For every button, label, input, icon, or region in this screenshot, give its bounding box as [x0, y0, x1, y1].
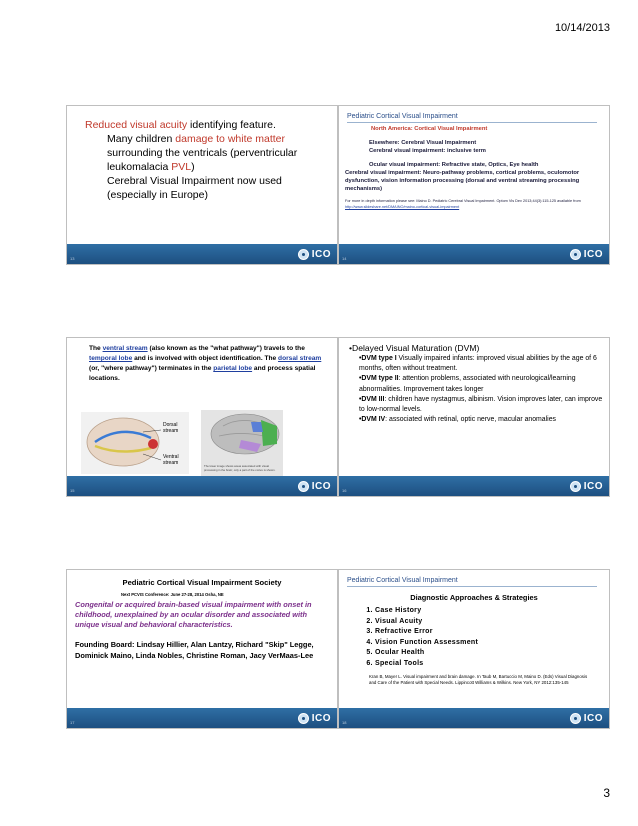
slide-footer	[67, 708, 337, 728]
ventral-stream-label: Ventral stream	[163, 454, 179, 466]
dorsal-stream-label: Dorsal stream	[163, 422, 179, 434]
ventral-stream-link[interactable]: ventral stream	[102, 345, 148, 352]
ico-logo: ICO	[570, 247, 603, 261]
slide-17-founding-board: Founding Board: Lindsay Hillier, Alan Lantzy, Richard "Skip" Legge, Dominick Maino, Linda Nobles, Christine Roman, Jacy VerMaas-Lee	[75, 640, 314, 660]
brain-areas-image	[201, 410, 283, 476]
slide-14-line-1: North America: Cortical Visual Impairment	[371, 126, 488, 132]
parietal-lobe-link[interactable]: parietal lobe	[213, 365, 253, 372]
ico-logo-icon	[298, 713, 309, 724]
slide-14-body	[339, 123, 609, 210]
ico-logo: ICO	[570, 711, 603, 725]
list-item: 5. Ocular Health	[375, 648, 609, 659]
slide-number: 16	[342, 488, 347, 493]
slide-13-para-1: Reduced visual acuity identifying feature.	[85, 119, 276, 131]
slide-14-line-2: Elsewhere: Cerebral Visual Impairment	[369, 140, 477, 146]
slide-17-conference: Next PCVIS Conference: June 27-28, 2014 Osha, NE	[121, 592, 224, 597]
temporal-lobe-link[interactable]: temporal lobe	[89, 355, 133, 362]
slide-14-line-3: Cerebral visual impairment: inclusive term	[369, 148, 486, 154]
page-date: 10/14/2013	[554, 22, 610, 34]
slide-17-title: Pediatric Cortical Visual Impairment Society	[122, 578, 282, 587]
list-item: 2. Visual Acuity	[375, 617, 609, 628]
slide-13-para-3: Cerebral Visual Impairment now used (especially in Europe)	[107, 175, 282, 201]
slide-number: 14	[342, 256, 347, 261]
list-item: 4. Vision Function Assessment	[375, 638, 609, 649]
ico-logo: ICO	[298, 711, 331, 725]
ico-logo-icon	[298, 249, 309, 260]
list-item: 3. Refractive Error	[375, 627, 609, 638]
slide-18-reference: Kran B, Mayer L. Visual impairment and brain damage. In Taub M, Bartuccio M, Maino D. (Eds) Visual Diagnosis and Care of the Patient with Special Needs. Lippincott Williams & Wilkins. New York, NY 2012:135-145	[369, 674, 588, 685]
slide-13-para-2: Many children damage to white matter surrounding the ventricals (perventricular leukomalacia PVL)	[107, 133, 298, 173]
page-number: 3	[603, 786, 610, 800]
slide-number: 17	[70, 720, 75, 725]
reference-link[interactable]: http://www.slideshare.net/DMAINO/maino-cortical-visual-impairment	[345, 205, 460, 209]
ico-logo-icon	[570, 249, 581, 260]
dvm-type-2: •DVM type II: attention problems, associated with neurological/learning abnormalities. Improvement takes longer	[359, 375, 576, 393]
slide-footer	[339, 708, 609, 728]
slide-16-title: •Delayed Visual Maturation (DVM)	[349, 343, 480, 353]
slide-number: 18	[342, 720, 347, 725]
slide-16-body	[339, 338, 609, 425]
diagnostic-strategies-list	[355, 606, 609, 669]
slide-14-line-5: Cerebral visual impairment: Neuro-pathway problems, cortical problems, oculomotor dysfunction, vision information processing (dorsal and ventral streaming processing mechanisms)	[345, 170, 580, 192]
slide-13-body	[67, 106, 337, 202]
slide-14-line-4: Ocular visual impairment: Refractive state, Optics, Eye health	[369, 162, 539, 168]
slide-17	[66, 569, 338, 729]
brain-areas-svg	[201, 410, 283, 460]
slide-footer	[339, 476, 609, 496]
ico-logo: ICO	[298, 479, 331, 493]
slide-13	[66, 105, 338, 265]
list-item: 6. Special Tools	[375, 659, 609, 670]
slide-18	[338, 569, 610, 729]
slide-18-header: Pediatric Cortical Visual Impairment	[347, 577, 458, 584]
slide-17-definition: Congenital or acquired brain-based visual impairment with onset in childhood, unexplained by an ocular disorder and associated with unique visual and behavioral characteristics.	[75, 600, 312, 629]
slide-14-header: Pediatric Cortical Visual Impairment	[347, 113, 458, 120]
slide-footer	[67, 244, 337, 264]
slide-number: 15	[70, 488, 75, 493]
slide-16	[338, 337, 610, 497]
ico-logo: ICO	[570, 479, 603, 493]
dvm-type-4: •DVM IV: associated with retinal, optic nerve, macular anomalies	[359, 416, 556, 424]
slide-15-text: The ventral stream (also known as the "what pathway") travels to the temporal lobe and is involved with object identification. The dorsal stream (or, "where pathway") terminates in the parietal lobe and process spatial locations.	[89, 345, 322, 382]
ico-logo: ICO	[298, 247, 331, 261]
brain-streams-diagram	[81, 412, 189, 474]
ico-logo-icon	[570, 481, 581, 492]
dvm-type-3: •DVM III: children have nystagmus, albinism. Vision improves later, can improve to low-normal levels.	[359, 395, 603, 414]
ico-logo-icon	[298, 481, 309, 492]
slide-number: 13	[70, 256, 75, 261]
ico-logo-icon	[570, 713, 581, 724]
slide-footer	[339, 244, 609, 264]
dvm-type-1: •DVM type I Visually impaired infants: improved visual abilities by the age of 6 months, often without treatment.	[359, 355, 597, 373]
slide-14-reference: For more in depth information please see: Maino D. Pediatric Cerebral Visual Impairment. Optom Vis Dev 2013;44(3):115-125 available from http://www.slideshare.net/DMAINO/maino-cortical-visual-impairment	[345, 199, 581, 209]
slide-15	[66, 337, 338, 497]
list-item: 1. Case History	[375, 606, 609, 617]
dorsal-stream-link[interactable]: dorsal stream	[278, 355, 322, 362]
slide-18-title: Diagnostic Approaches & Strategies	[410, 593, 538, 602]
brain-image-caption: The lower image shows areas associated with visual processing in the brain; only a part of the cortex is shown.	[204, 464, 276, 472]
slide-14	[338, 105, 610, 265]
slide-footer	[67, 476, 337, 496]
